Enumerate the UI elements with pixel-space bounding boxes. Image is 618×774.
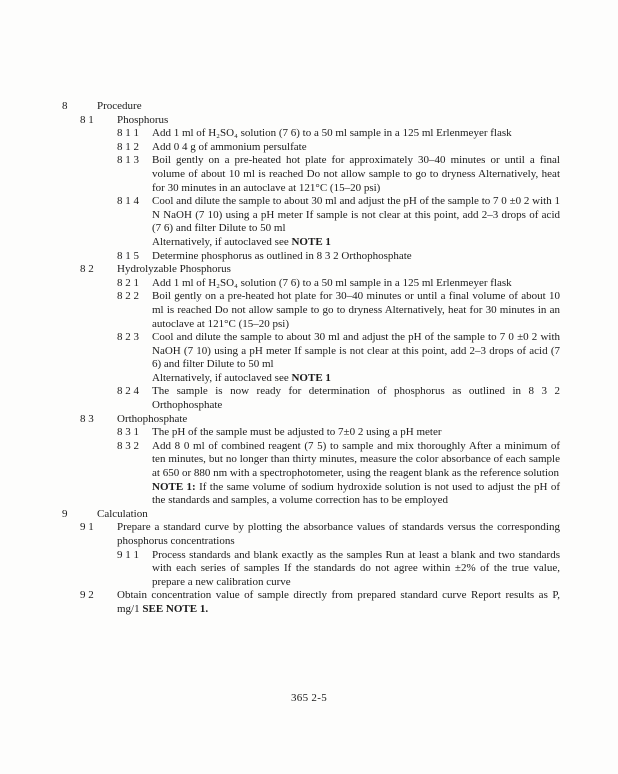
procedure-item (0, 426, 618, 440)
item-number: 9 1 (80, 521, 94, 534)
procedure-item (0, 127, 618, 141)
item-number: 8 2 3 (117, 331, 139, 344)
text-run: Orthophosphate (117, 412, 188, 425)
emphasized-text: NOTE 1: (152, 480, 196, 493)
item-paragraph (97, 100, 560, 114)
text-run: Phosphorus (117, 113, 169, 126)
item-paragraph (152, 250, 560, 264)
item-paragraph (152, 141, 560, 155)
procedure-item (0, 154, 618, 195)
item-text (152, 277, 560, 291)
item-text (152, 440, 560, 508)
procedure-item (0, 100, 618, 114)
procedure-item (0, 290, 618, 331)
item-text (117, 114, 560, 128)
procedure-item (0, 589, 618, 616)
item-text (152, 250, 560, 264)
emphasized-text: NOTE 1 (291, 235, 331, 248)
item-paragraph (152, 195, 560, 236)
item-paragraph (152, 236, 560, 250)
text-run: Cool and dilute the sample to about 30 ml and adjust the pH of the sample to 7 0 ±0 2 with NaOH (7 10) using a pH meter If sample is not clear at this point, add 2–3 drops of acid (7 6) and filter Dilute to 50 ml (152, 331, 560, 371)
procedure-item (0, 250, 618, 264)
item-text (97, 508, 560, 522)
item-number: 8 1 2 (117, 140, 139, 153)
item-number: 8 2 4 (117, 385, 139, 398)
item-paragraph (152, 290, 560, 331)
text-run: The sample is now ready for determination of phosphorus as outlined in 8 3 2 Orthophosphate (152, 385, 560, 412)
procedure-item (0, 331, 618, 385)
item-number: 8 3 1 (117, 426, 139, 439)
item-number: 8 1 4 (117, 195, 139, 208)
item-text (117, 263, 560, 277)
item-number: 9 (62, 507, 68, 520)
item-text (117, 413, 560, 427)
item-paragraph (117, 263, 560, 277)
text-run: Alternatively, if autoclaved see (152, 235, 292, 248)
item-number: 8 2 (80, 263, 94, 276)
item-paragraph (152, 277, 560, 291)
item-text (152, 290, 560, 331)
item-text (97, 100, 560, 114)
item-number: 8 1 (80, 113, 94, 126)
item-number: 8 3 (80, 412, 94, 425)
item-number: 8 2 2 (117, 290, 139, 303)
item-paragraph (152, 481, 560, 508)
item-paragraph (152, 549, 560, 590)
text-run: Process standards and blank exactly as the samples Run at least a blank and two standards with each series of samples If the standards do not agree within ±2% of the true value, prepare a new calibration curve (152, 548, 560, 588)
text-run: Prepare a standard curve by plotting the absorbance values of standards versus the corresponding phosphorus concentrations (117, 521, 560, 547)
item-paragraph (117, 589, 560, 616)
text-run: The pH of the sample must be adjusted to 7±0 2 using a pH meter (152, 426, 442, 439)
item-paragraph (152, 385, 560, 412)
text-run: Cool and dilute the sample to about 30 ml and adjust the pH of the sample to 7 0 ±0 2 with 1 N NaOH (7 10) using a pH meter If sample is not clear at this point, add 2–3 drops of acid (7 6) and filter Dilute to 50 ml (152, 195, 560, 235)
procedure-item (0, 440, 618, 508)
text-run: Add 0 4 g of ammonium persulfate (152, 140, 307, 153)
procedure-item (0, 521, 618, 548)
item-paragraph (152, 154, 560, 195)
item-paragraph (152, 372, 560, 386)
procedure-item (0, 114, 618, 128)
page-number: 365 2-5 (290, 692, 327, 704)
text-run: Obtain concentration value of sample directly from prepared standard curve Report results as P, mg/1 (117, 589, 560, 615)
procedure-document (0, 100, 618, 617)
text-run: Alternatively, if autoclaved see (152, 371, 292, 384)
item-paragraph (152, 127, 560, 141)
text-run: Add 8 0 ml of combined reagent (7 5) to sample and mix thoroughly After a minimum of ten minutes, but no longer than thirty minutes, measure the color absorbance of each sample at 650 or 880 nm with a spectrophotometer, using the reagent blank as the reference solution (152, 439, 560, 480)
item-text (152, 426, 560, 440)
text-run: If the same volume of sodium hydroxide solution is not used to adjust the pH of the standards and samples, a volume correction has to be employed (152, 480, 561, 507)
item-number: 8 1 5 (117, 249, 139, 262)
emphasized-text: NOTE 1 (291, 371, 331, 384)
item-paragraph (117, 114, 560, 128)
procedure-item (0, 141, 618, 155)
item-number: 8 2 1 (117, 276, 139, 289)
item-text (117, 589, 560, 616)
item-paragraph (152, 426, 560, 440)
item-text (152, 385, 560, 412)
text-run: Procedure (97, 100, 142, 112)
procedure-item (0, 263, 618, 277)
item-text (152, 331, 560, 385)
item-paragraph (97, 508, 560, 522)
item-paragraph (152, 331, 560, 372)
procedure-item (0, 277, 618, 291)
procedure-item (0, 195, 618, 249)
item-text (152, 127, 560, 141)
text-run: Boil gently on a pre-heated hot plate for approximately 30–40 minutes or until a final volume of about 10 ml is reached Do not allow sample to go to dryness Alternatively, heat for 30 minutes in an autoclave at 121°C (15–20 psi) (152, 154, 560, 194)
item-paragraph (152, 440, 560, 481)
text-run: Add 1 ml of H₂SO₄ solution (7 6) to a 50 ml sample in a 125 ml Erlenmeyer flask (152, 127, 512, 140)
item-number: 9 2 (80, 589, 94, 602)
text-run: Determine phosphorus as outlined in 8 3 2 Orthophosphate (152, 249, 412, 262)
item-text (152, 195, 560, 249)
item-number: 8 (62, 100, 68, 112)
item-number: 8 1 1 (117, 127, 139, 140)
procedure-item (0, 413, 618, 427)
item-text (152, 141, 560, 155)
procedure-item (0, 549, 618, 590)
item-text (117, 521, 560, 548)
item-paragraph (117, 521, 560, 548)
item-text (152, 154, 560, 195)
procedure-item (0, 508, 618, 522)
item-paragraph (117, 413, 560, 427)
item-text (152, 549, 560, 590)
text-run: Boil gently on a pre-heated hot plate for 30–40 minutes or until a final volume of about 10 ml is reached Do not allow sample to go to dryness Alternatively, heat for 30 minutes in an autoclave at 121°C (15–20 psi) (152, 290, 560, 330)
text-run: Calculation (97, 507, 148, 520)
text-run: Hydrolyzable Phosphorus (117, 263, 231, 276)
item-number: 8 1 3 (117, 154, 139, 167)
item-number: 8 3 2 (117, 439, 139, 452)
procedure-item (0, 385, 618, 412)
text-run: Add 1 ml of H₂SO₄ solution (7 6) to a 50 ml sample in a 125 ml Erlenmeyer flask (152, 276, 512, 289)
emphasized-text: SEE NOTE 1. (142, 602, 209, 615)
item-number: 9 1 1 (117, 548, 139, 561)
